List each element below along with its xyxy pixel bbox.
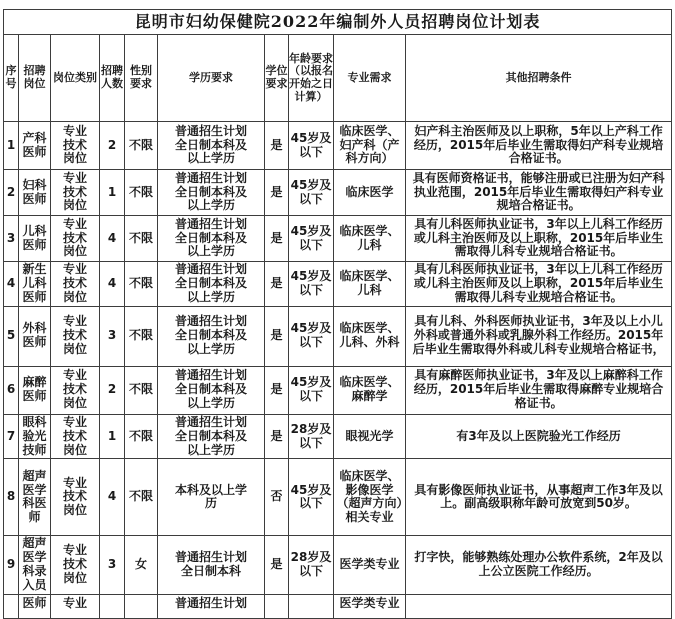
cell-degree: 是 xyxy=(265,122,289,170)
cell-category: 专业技术岗位 xyxy=(51,366,100,414)
cell-age: 45岁及以下 xyxy=(289,262,334,307)
cell-category: 专业技术岗位 xyxy=(51,459,100,536)
cell-seq: 5 xyxy=(4,306,19,366)
cell-gender: 不限 xyxy=(125,170,158,216)
table-row xyxy=(4,414,672,459)
table-row xyxy=(4,536,672,595)
cell-other: 有3年及以上医院验光工作经历 xyxy=(406,414,672,459)
cell-gender: 不限 xyxy=(125,216,158,262)
cell-position: 儿科医师 xyxy=(19,216,51,262)
cell-degree: 否 xyxy=(265,459,289,536)
cell-position: 眼科验光技师 xyxy=(19,414,51,459)
table-row xyxy=(4,216,672,262)
cell-degree: 是 xyxy=(265,216,289,262)
cell-degree: 是 xyxy=(265,306,289,366)
recruitment-plan-table xyxy=(3,9,672,619)
cell-degree: 是 xyxy=(265,414,289,459)
cell-age: 45岁及以下 xyxy=(289,170,334,216)
cell-major: 临床医学、妇产科（产科方向） xyxy=(334,122,406,170)
col-header-education: 学历要求 xyxy=(158,35,265,122)
col-header-degree: 学位要求 xyxy=(265,35,289,122)
cell-gender: 不限 xyxy=(125,459,158,536)
cell-category: 专业技术岗位 xyxy=(51,262,100,307)
col-header-position: 招聘岗位 xyxy=(19,35,51,122)
cell-other: 具有麻醉医师执业证书，3年及以上麻醉科工作经历，2015年后毕业生需取得麻醉专业规培合格证书。 xyxy=(406,366,672,414)
col-header-category: 岗位类别 xyxy=(51,35,100,122)
col-header-major: 专业需求 xyxy=(334,35,406,122)
cell-position: 超声医学科医师 xyxy=(19,459,51,536)
cell-major: 医学类专业 xyxy=(334,536,406,595)
cell-major: 临床医学、儿科 xyxy=(334,262,406,307)
cell-position: 麻醉医师 xyxy=(19,366,51,414)
cell-age: 28岁及以下 xyxy=(289,536,334,595)
cell-education: 普通招生计划全日制本科及以上学历 xyxy=(158,366,265,414)
cell-count: 2 xyxy=(100,122,125,170)
cell-education: 普通招生计划全日制本科及以上学历 xyxy=(158,170,265,216)
cell-age: 28岁及以下 xyxy=(289,414,334,459)
cell-major: 医学类专业 xyxy=(334,595,406,619)
table-row xyxy=(4,262,672,307)
cell-count: 4 xyxy=(100,262,125,307)
cell-count: 4 xyxy=(100,216,125,262)
cell-position: 产科医师 xyxy=(19,122,51,170)
cell-position: 超声医学科录入员 xyxy=(19,536,51,595)
cell-degree xyxy=(265,595,289,619)
col-header-other: 其他招聘条件 xyxy=(406,35,672,122)
cell-other: 妇产科主治医师及以上职称，5年以上产科工作经历，2015年后毕业生需取得妇产科专业规培合格证书。 xyxy=(406,122,672,170)
col-header-count: 招聘人数 xyxy=(100,35,125,122)
cell-count: 4 xyxy=(100,459,125,536)
cell-gender: 不限 xyxy=(125,414,158,459)
cell-age: 45岁及以下 xyxy=(289,306,334,366)
cell-seq: 7 xyxy=(4,414,19,459)
cell-count: 1 xyxy=(100,414,125,459)
cell-count: 3 xyxy=(100,306,125,366)
cell-age: 45岁及以下 xyxy=(289,122,334,170)
cell-education: 本科及以上学历 xyxy=(158,459,265,536)
cell-education: 普通招生计划 xyxy=(158,595,265,619)
col-header-seq: 序号 xyxy=(4,35,19,122)
cell-major: 临床医学、麻醉学 xyxy=(334,366,406,414)
cell-gender: 女 xyxy=(125,536,158,595)
cell-gender xyxy=(125,595,158,619)
table-row xyxy=(4,459,672,536)
col-header-gender: 性别要求 xyxy=(125,35,158,122)
cell-gender: 不限 xyxy=(125,366,158,414)
cell-age: 45岁及以下 xyxy=(289,459,334,536)
table-row xyxy=(4,366,672,414)
cell-other: 打字快，能够熟练处理办公软件系统，2年及以上公立医院工作经历。 xyxy=(406,536,672,595)
cell-category: 专业技术岗位 xyxy=(51,216,100,262)
cell-seq: 3 xyxy=(4,216,19,262)
table-row-cutoff xyxy=(4,595,672,619)
cell-education: 普通招生计划全日制本科及以上学历 xyxy=(158,306,265,366)
cell-other xyxy=(406,595,672,619)
header-row xyxy=(4,35,672,122)
cell-count: 1 xyxy=(100,170,125,216)
cell-seq: 9 xyxy=(4,536,19,595)
cell-age xyxy=(289,595,334,619)
cell-other: 具有医师资格证书，能够注册或已注册为妇产科执业范围，2015年后毕业生需取得妇产科专业规培合格证书。 xyxy=(406,170,672,216)
cell-count: 2 xyxy=(100,366,125,414)
cell-degree: 是 xyxy=(265,170,289,216)
cell-category: 专业技术岗位 xyxy=(51,170,100,216)
cell-count xyxy=(100,595,125,619)
cell-gender: 不限 xyxy=(125,262,158,307)
cell-major: 临床医学 xyxy=(334,170,406,216)
cell-seq: 2 xyxy=(4,170,19,216)
table-row xyxy=(4,122,672,170)
cell-position: 妇科医师 xyxy=(19,170,51,216)
cell-category: 专业技术岗位 xyxy=(51,536,100,595)
table-row xyxy=(4,170,672,216)
cell-major: 临床医学、影像医学（超声方向）相关专业 xyxy=(334,459,406,536)
cell-other: 具有儿科、外科医师执业证书，3年及以上小儿外科或普通外科或乳腺外科工作经历。2015年后毕业生需取得外科或儿科专业规培合格证书， xyxy=(406,306,672,366)
cell-degree: 是 xyxy=(265,366,289,414)
cell-education: 普通招生计划全日制本科及以上学历 xyxy=(158,216,265,262)
cell-seq: 8 xyxy=(4,459,19,536)
cell-other: 具有影像医师执业证书，从事超声工作3年及以上。副高级职称年龄可放宽到50岁。 xyxy=(406,459,672,536)
cell-category: 专业技术岗位 xyxy=(51,122,100,170)
cell-age: 45岁及以下 xyxy=(289,366,334,414)
cell-education: 普通招生计划全日制本科 xyxy=(158,536,265,595)
cell-education: 普通招生计划全日制本科及以上学历 xyxy=(158,262,265,307)
cell-education: 普通招生计划全日制本科及以上学历 xyxy=(158,414,265,459)
page-title: 昆明市妇幼保健院2022年编制外人员招聘岗位计划表 xyxy=(4,10,672,35)
cell-count: 3 xyxy=(100,536,125,595)
cell-position: 外科医师 xyxy=(19,306,51,366)
cell-other: 具有儿科医师执业证书，3年以上儿科工作经历或儿科主治医师及以上职称，2015年后毕业生需取得儿科专业规培合格证书。 xyxy=(406,216,672,262)
cell-position: 医师 xyxy=(19,595,51,619)
table-row xyxy=(4,306,672,366)
col-header-age: 年龄要求（以报名开始之日计算） xyxy=(289,35,334,122)
cell-other: 具有儿科医师执业证书，3年以上儿科工作经历或儿科主治医师及以上职称，2015年后毕业生需取得儿科专业规培合格证书。 xyxy=(406,262,672,307)
cell-seq: 1 xyxy=(4,122,19,170)
cell-major: 临床医学、儿科、外科 xyxy=(334,306,406,366)
cell-gender: 不限 xyxy=(125,306,158,366)
cell-seq: 6 xyxy=(4,366,19,414)
cell-seq: 4 xyxy=(4,262,19,307)
cell-category: 专业技术岗位 xyxy=(51,414,100,459)
title-row xyxy=(4,10,672,35)
cell-education: 普通招生计划全日制本科及以上学历 xyxy=(158,122,265,170)
cell-category: 专业技术岗位 xyxy=(51,306,100,366)
cell-category: 专业 xyxy=(51,595,100,619)
cell-gender: 不限 xyxy=(125,122,158,170)
cell-major: 眼视光学 xyxy=(334,414,406,459)
cell-age: 45岁及以下 xyxy=(289,216,334,262)
cell-degree: 是 xyxy=(265,536,289,595)
cell-major: 临床医学、儿科 xyxy=(334,216,406,262)
cell-position: 新生儿科医师 xyxy=(19,262,51,307)
cell-degree: 是 xyxy=(265,262,289,307)
cell-seq xyxy=(4,595,19,619)
